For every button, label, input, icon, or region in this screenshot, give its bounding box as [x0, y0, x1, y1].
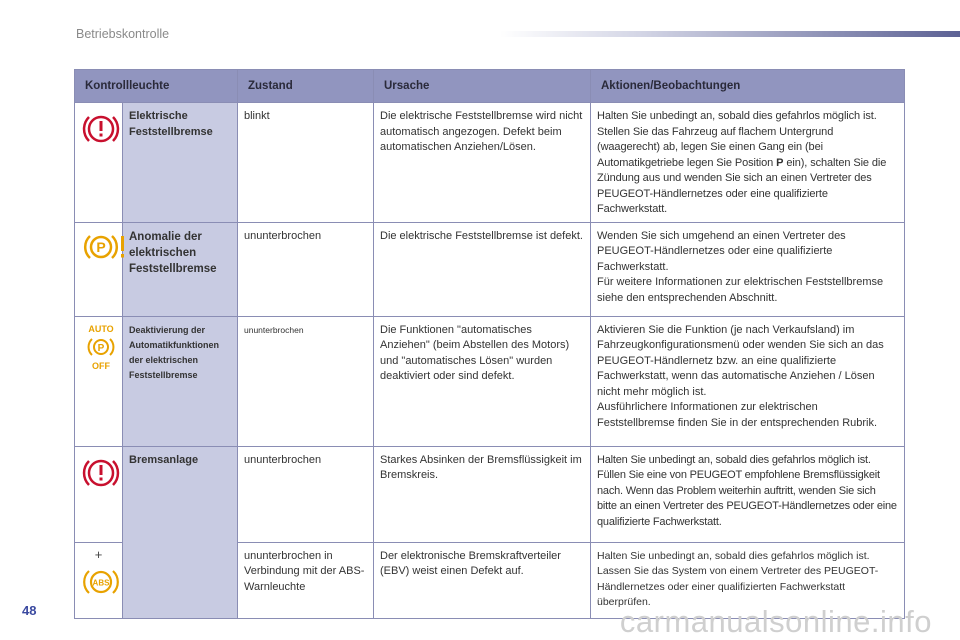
section-title: Betriebskontrolle: [76, 27, 170, 41]
light-cause: Die Funktionen "automatisches Anziehen" (beim Abstellen des Motors) und "automatisches Lösen" wurden deaktiviert oder sind defekt.: [374, 316, 591, 446]
light-condition: ununterbrochen in Verbindung mit der ABS-Warnleuchte: [238, 542, 374, 618]
header-kontrollleuchte: Kontrollleuchte: [75, 70, 238, 103]
light-action: Halten Sie unbedingt an, sobald dies gefahrlos möglich ist. Füllen Sie eine von PEUGEOT empfohlene Bremsflüssigkeit nach. Wenn das Problem weiterhin auftritt, wenden Sie sich bitte an einen Vertreter des PEUGEOT-Händlernetzes oder eine qualifizierte Fachwerkstatt.: [591, 446, 905, 542]
abs-icon: [81, 566, 121, 598]
auto-park-off-icon: [81, 323, 121, 371]
light-cause: Starkes Absinken der Bremsflüssigkeit im Bremskreis.: [374, 446, 591, 542]
watermark: carmanualsonline.info: [619, 604, 932, 639]
table-row: [75, 316, 905, 446]
light-cause: Die elektrische Feststellbremse ist defekt.: [374, 222, 591, 316]
light-condition: ununterbrochen: [238, 446, 374, 542]
light-cause: Der elektronische Bremskraftverteiler (EBV) weist einen Defekt auf.: [374, 542, 591, 618]
table-row: [75, 222, 905, 316]
light-cause: Die elektrische Feststellbremse wird nicht automatisch angezogen. Defekt beim automatischen Anziehen/Lösen.: [374, 103, 591, 223]
warning-lights-table: [74, 69, 905, 619]
light-name: Elektrische Feststellbremse: [123, 103, 238, 223]
table-row: [75, 103, 905, 223]
table-header-row: [75, 70, 905, 103]
header-zustand: Zustand: [238, 70, 374, 103]
brake-system-icon: [81, 453, 121, 493]
page-number: 48: [22, 603, 37, 618]
table-row: [75, 446, 905, 542]
header-ursache: Ursache: [374, 70, 591, 103]
header-aktionen: Aktionen/Beobachtungen: [591, 70, 905, 103]
light-action: Aktivieren Sie die Funktion (je nach Verkaufsland) im Fahrzeugkonfigurationsmenü oder wenden Sie sich an das PEUGEOT-Händlernetz bzw. an eine qualifizierte Fachwerkstatt, wenn das automatische Anziehen / Lösen nicht mehr möglich ist. Ausführlichere Informationen zur elektrischen Feststellbremse finden Sie in der entsprechenden Rubrik.: [591, 316, 905, 446]
svg-text:P: P: [97, 342, 105, 354]
light-condition: ununterbrochen: [238, 316, 374, 446]
svg-text:ABS: ABS: [92, 578, 110, 588]
light-name: Bremsanlage: [123, 446, 238, 618]
svg-text:AUTO: AUTO: [88, 323, 114, 334]
light-condition: ununterbrochen: [238, 222, 374, 316]
light-condition: blinkt: [238, 103, 374, 223]
light-action: Wenden Sie sich umgehend an einen Vertreter des PEUGEOT-Händlernetzes oder eine qualifizierte Fachwerkstatt. Für weitere Informationen zur elektrischen Feststellbremse siehe den entsprechenden Abschnitt.: [591, 222, 905, 316]
svg-text:P: P: [96, 238, 106, 255]
light-name: Deaktivierung der Automatikfunktionen der elektrischen Feststellbremse: [123, 316, 238, 446]
svg-text:OFF: OFF: [92, 360, 110, 371]
header-gradient-bar: [500, 31, 960, 37]
light-action: Halten Sie unbedingt an, sobald dies gefahrlos möglich ist. Lassen Sie das System von einem Vertreter des PEUGEOT-Händlernetzes oder einer qualifizierten Fachwerkstatt überprüfen.: [591, 542, 905, 618]
light-action: Halten Sie unbedingt an, sobald dies gefahrlos möglich ist. Stellen Sie das Fahrzeug auf flachem Untergrund (waagerecht) ab, legen Sie einen Gang ein (bei Automatikgetriebe legen Sie Position P ein), schalten Sie die Zündung aus und wenden Sie sich an einen Vertreter des PEUGEOT-Händlernetzes oder eine qualifizierte Fachwerkstatt.: [591, 103, 905, 223]
brake-warning-icon: [81, 109, 121, 149]
plus-sign: +: [94, 546, 103, 562]
light-name: Anomalie der elektrischen Feststellbremse: [123, 222, 238, 316]
